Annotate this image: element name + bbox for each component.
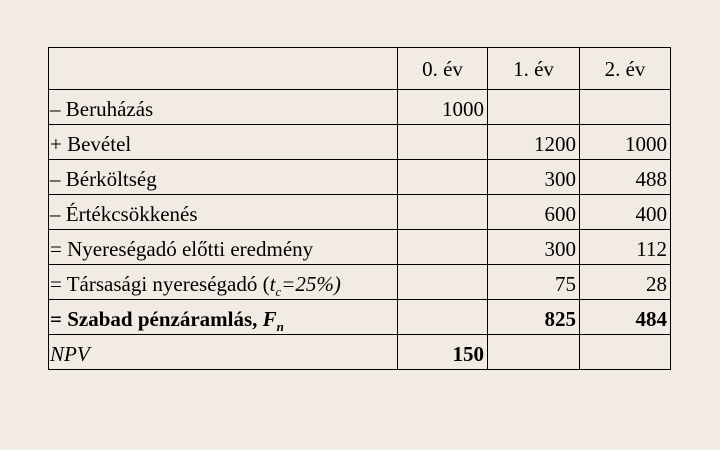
label-subscript: c	[275, 284, 282, 300]
table-row	[49, 300, 671, 335]
cell-value: 300	[488, 230, 580, 265]
table-row	[49, 90, 671, 125]
label-variable: t	[269, 272, 276, 296]
cell-value	[398, 160, 488, 195]
cell-value	[580, 90, 671, 125]
header-corner-cell	[49, 48, 398, 90]
cell-value: 28	[580, 265, 671, 300]
col-header-year-2: 2. év	[580, 48, 671, 90]
cell-value	[398, 265, 488, 300]
cell-value: 825	[488, 300, 580, 335]
cell-value: 112	[580, 230, 671, 265]
row-label-beruhazas: – Beruházás	[49, 90, 398, 125]
cell-value	[398, 230, 488, 265]
table-row	[49, 195, 671, 230]
col-header-year-1: 1. év	[488, 48, 580, 90]
row-label-adozas-elotti-eredmeny: = Nyereségadó előtti eredmény	[49, 230, 398, 265]
row-label-bevetel: + Bevétel	[49, 125, 398, 160]
header-row	[49, 48, 671, 90]
cell-value: 488	[580, 160, 671, 195]
cell-value	[398, 195, 488, 230]
table-row	[49, 160, 671, 195]
row-label-npv: NPV	[49, 335, 398, 370]
cell-value: 300	[488, 160, 580, 195]
cell-value: 75	[488, 265, 580, 300]
table-row	[49, 335, 671, 370]
cell-value	[398, 300, 488, 335]
cell-value: 400	[580, 195, 671, 230]
cell-value	[580, 335, 671, 370]
cell-value: 1000	[398, 90, 488, 125]
cell-value: 484	[580, 300, 671, 335]
table-row	[49, 230, 671, 265]
label-text: = Szabad pénzáramlás,	[50, 307, 263, 331]
npv-table	[48, 47, 671, 370]
row-label-tarsasagi-nyeresegado	[49, 265, 398, 300]
col-header-year-0: 0. év	[398, 48, 488, 90]
cell-value	[398, 125, 488, 160]
label-text: = Társasági nyereségadó (	[50, 272, 270, 296]
row-label-ertekcsokkenes: – Értékcsökkenés	[49, 195, 398, 230]
cell-value: 1200	[488, 125, 580, 160]
label-subscript: n	[276, 319, 284, 335]
label-variable: F	[262, 307, 277, 331]
label-suffix: =25%)	[281, 272, 341, 296]
table-row	[49, 125, 671, 160]
row-label-szabad-penzaramlas	[49, 300, 398, 335]
cell-value: 1000	[580, 125, 671, 160]
cell-value	[488, 90, 580, 125]
row-label-berkoltseg: – Bérköltség	[49, 160, 398, 195]
cell-value: 150	[398, 335, 488, 370]
cell-value	[488, 335, 580, 370]
table-row	[49, 265, 671, 300]
cell-value: 600	[488, 195, 580, 230]
